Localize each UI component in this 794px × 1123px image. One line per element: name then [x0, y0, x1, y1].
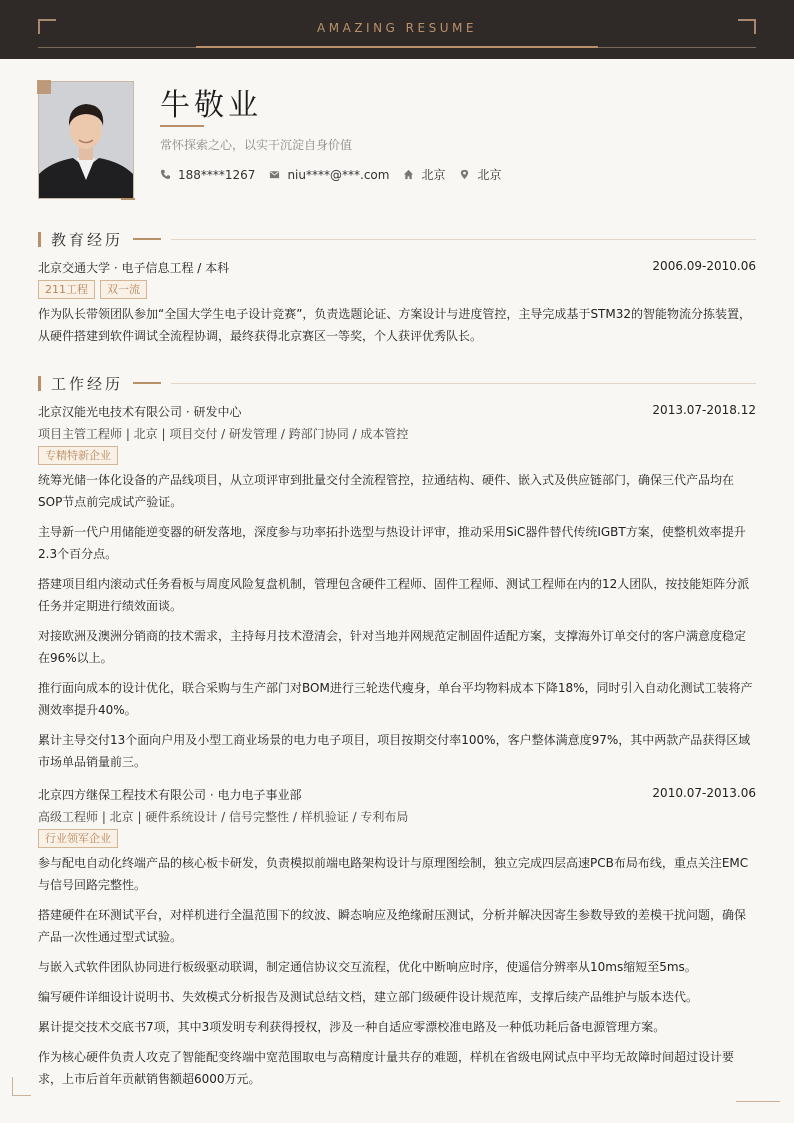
location-icon: [459, 169, 470, 180]
job-bullet: 主导新一代户用储能逆变器的研发落地，深度参与功率拓扑选型与热设计评审，推动采用SiC器件替代传统IGBT方案，使整机效率提升2.3个百分点。: [38, 525, 746, 561]
job-tags: [38, 829, 118, 848]
person-name: 牛敬业: [160, 88, 262, 123]
photo-corner-accent: [37, 80, 51, 94]
job-bullet: 累计提交技术交底书7项，其中3项发明专利获得授权，涉及一种自适应零漂校准电路及一种低功耗后备电源管理方案。: [38, 1020, 666, 1034]
education-description: 作为队长带领团队参加“全国大学生电子设计竞赛”，负责选题论证、方案设计与进度管控，主导完成基于STM32的智能物流分拣装置，从硬件搭建到软件调试全流程协调，最终获得北京赛区一等奖，个人获评优秀队长。: [38, 307, 752, 343]
job-bullet: 对接欧洲及澳洲分销商的技术需求，主持每月技术澄清会，针对当地并网规范定制固件适配方案，支撑海外订单交付的客户满意度稳定在96%以上。: [38, 629, 747, 665]
tag-badge: 211工程: [38, 280, 95, 299]
home-icon: [403, 169, 414, 180]
section-marker: [38, 376, 41, 391]
job-bullet: 与嵌入式软件团队协同进行板级驱动联调，制定通信协议交互流程，优化中断响应时序，使遥信分辨率从10ms缩短至5ms。: [38, 960, 697, 974]
name-underline: [160, 125, 204, 127]
contact-location: [459, 166, 501, 183]
job-bullet: 累计主导交付13个面向户用及小型工商业场景的电力电子项目，项目按期交付率100%，客户整体满意度97%，其中两款产品获得区域市场单品销量前三。: [38, 733, 751, 769]
top-banner: [0, 0, 794, 59]
section-accent-dash: [133, 382, 161, 384]
company-name: 北京四方继保工程技术有限公司 · 电力电子事业部: [38, 788, 302, 802]
section-header-education: [38, 231, 756, 247]
contact-hometown: [403, 166, 445, 183]
banner-accent-line: [196, 46, 598, 48]
job-dates: 2013.07-2018.12: [652, 403, 756, 417]
job-entry-header: [38, 403, 756, 420]
job-meta: 高级工程师 | 北京 | 硬件系统设计 / 信号完整性 / 样机验证 / 专利布局: [38, 810, 409, 824]
section-accent-dash: [133, 238, 161, 240]
job-bullet: 参与配电自动化终端产品的核心板卡研发，负责模拟前端电路架构设计与原理图绘制，独立完成四层高速PCB布局布线，重点关注EMC与信号回路完整性。: [38, 856, 749, 892]
job-bullet: 作为核心硬件负责人攻克了智能配变终端中宽范围取电与高精度计量共存的难题，样机在省级电网试点中平均无故障时间超过设计要求，上市后首年贡献销售额超6000万元。: [38, 1050, 735, 1086]
photo-corner-accent: [121, 198, 135, 200]
email-address: niu****@***.com: [287, 167, 390, 182]
contact-phone: [160, 168, 255, 182]
contact-bar: [160, 166, 501, 183]
section-title: 教育经历: [51, 230, 124, 249]
motto: 常怀探索之心，以实干沉淀自身价值: [160, 138, 353, 152]
job-dates: 2010.07-2013.06: [652, 786, 756, 800]
phone-icon: [160, 169, 171, 180]
tag-badge: 双一流: [100, 280, 147, 299]
hometown-text: 北京: [421, 168, 446, 182]
job-tags: [38, 446, 118, 465]
profile-photo: [38, 81, 134, 199]
job-bullet: 编写硬件详细设计说明书、失效模式分析报告及测试总结文档，建立部门级硬件设计规范库，支撑后续产品维护与版本迭代。: [38, 990, 699, 1004]
education-entry-header: [38, 259, 756, 276]
mail-icon: [269, 169, 280, 180]
section-header-work: [38, 375, 756, 391]
brand-title: AMAZING RESUME: [317, 21, 477, 35]
corner-ornament: [12, 1077, 31, 1096]
section-rule: [171, 383, 756, 384]
education-dates: 2006.09-2010.06: [652, 259, 756, 273]
education-tags: [38, 280, 147, 299]
tag-badge: 专精特新企业: [38, 446, 118, 465]
job-meta: 项目主管工程师 | 北京 | 项目交付 / 研发管理 / 跨部门协同 / 成本管控: [38, 427, 409, 441]
footer-accent-line: [736, 1101, 780, 1102]
section-title: 工作经历: [51, 374, 124, 393]
location-text: 北京: [477, 168, 502, 182]
company-name: 北京汉能光电技术有限公司 · 研发中心: [38, 405, 242, 419]
tag-badge: 行业领军企业: [38, 829, 118, 848]
section-marker: [38, 232, 41, 247]
job-bullet: 推行面向成本的设计优化，联合采购与生产部门对BOM进行三轮迭代瘦身，单台平均物料成本下降18%，同时引入自动化测试工装将产测效率提升40%。: [38, 681, 753, 717]
school-name: 北京交通大学 · 电子信息工程 / 本科: [38, 261, 230, 275]
phone-number: 188****1267: [178, 167, 256, 182]
job-bullet: 搭建项目组内滚动式任务看板与周度风险复盘机制，管理包含硬件工程师、固件工程师、测试工程师在内的12人团队，按技能矩阵分派任务并定期进行绩效面谈。: [38, 577, 750, 613]
job-bullet: 统筹光储一体化设备的产品线项目，从立项评审到批量交付全流程管控，拉通结构、硬件、嵌入式及供应链部门，确保三代产品均在SOP节点前完成试产验证。: [38, 473, 735, 509]
contact-email: [269, 168, 389, 182]
section-rule: [171, 239, 756, 240]
job-bullet: 搭建硬件在环测试平台，对样机进行全温范围下的纹波、瞬态响应及绝缘耐压测试，分析并解决因寄生参数导致的差模干扰问题，确保产品一次性通过型式试验。: [38, 908, 747, 944]
job-entry-header: [38, 786, 756, 803]
avatar: [38, 81, 134, 199]
